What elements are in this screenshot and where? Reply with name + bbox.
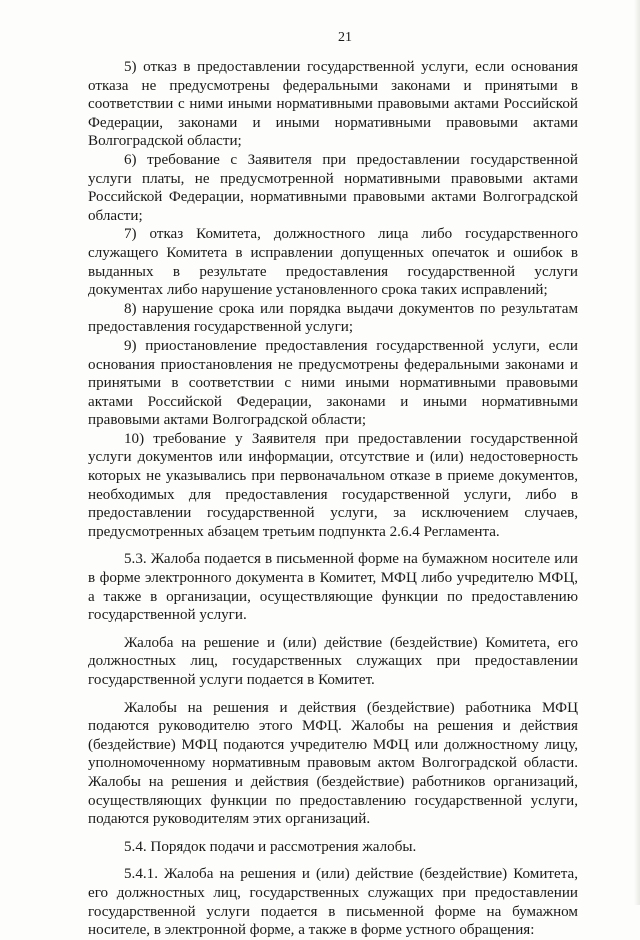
paragraph-5-3: 5.3. Жалоба подается в письменной форме на бумажном носителе или в форме электронного документа в Комитет, МФЦ либо учредителю МФЦ, а также в организации, осуществляющие функции по предоставлению государственной услуги.: [88, 551, 578, 624]
paragraph-complaint-committee: Жалоба на решение и (или) действие (бездействие) Комитета, его должностных лиц, государственных служащих при предоставлении государственной услуги подается в Комитет.: [88, 634, 578, 688]
paragraph-item-8: 8) нарушение срока или порядка выдачи документов по результатам предоставления государственной услуги;: [88, 300, 578, 336]
paragraph-item-5: 5) отказ в предоставлении государственной услуги, если основания отказа не предусмотрены федеральными законами и принятыми в соответствии с ними иными нормативными правовыми актами Российской Федерации, законами и иными нормативными правовыми актами Волгоградской области;: [88, 59, 578, 150]
paragraph-5-4-1: 5.4.1. Жалоба на решения и (или) действие (бездействие) Комитета, его должностных лиц, государственных служащих при предоставлении государственной услуги подается в письменной форме на бумажном носителе, в электронной форме, а также в форме устного обращения:: [88, 866, 578, 939]
page-number: 21: [338, 30, 352, 45]
paragraph-item-9: 9) приостановление предоставления государственной услуги, если основания приостановления не предусмотрены федеральными законами и принятыми в соответствии с ними иными нормативными правовыми актами Российской Федерации, законами и иными нормативными правовыми актами Волгоградской области;: [88, 337, 578, 429]
paragraph-item-10: 10) требование у Заявителя при предоставлении государственной услуги документов или информации, отсутствие и (или) недостоверность которых не указывались при первоначальном отказе в приеме документов, необходимых для предоставления государственной услуги, либо в предоставлении государственной услуги, за исключением случаев, предусмотренных абзацем третьим подпункта 2.6.4 Регламента.: [88, 430, 578, 540]
paragraph-item-7: 7) отказ Комитета, должностного лица либо государственного служащего Комитета в исправлении допущенных опечаток и ошибок в выданных в результате предоставления государственной услуги документах либо нарушение установленного срока таких исправлений;: [88, 226, 578, 299]
paragraph-5-4-heading: 5.4. Порядок подачи и рассмотрения жалобы.: [124, 838, 417, 855]
paragraph-complaint-mfc: Жалобы на решения и действия (бездействие) работника МФЦ подаются руководителю этого МФЦ. Жалобы на решения и действия (бездействие) МФЦ подаются учредителю МФЦ или должностному лицу, уполномоченному нормативным правовым актом Волгоградской области. Жалобы на решения и действия (бездействие) работников организаций, осуществляющих функции по предоставлению государственной услуги, подаются руководителям этих организаций.: [88, 699, 578, 828]
paragraph-item-6: 6) требование с Заявителя при предоставлении государственной услуги платы, не предусмотренной нормативными правовыми актами Российской Федерации, нормативными правовыми актами Волгоградской области;: [88, 151, 578, 224]
